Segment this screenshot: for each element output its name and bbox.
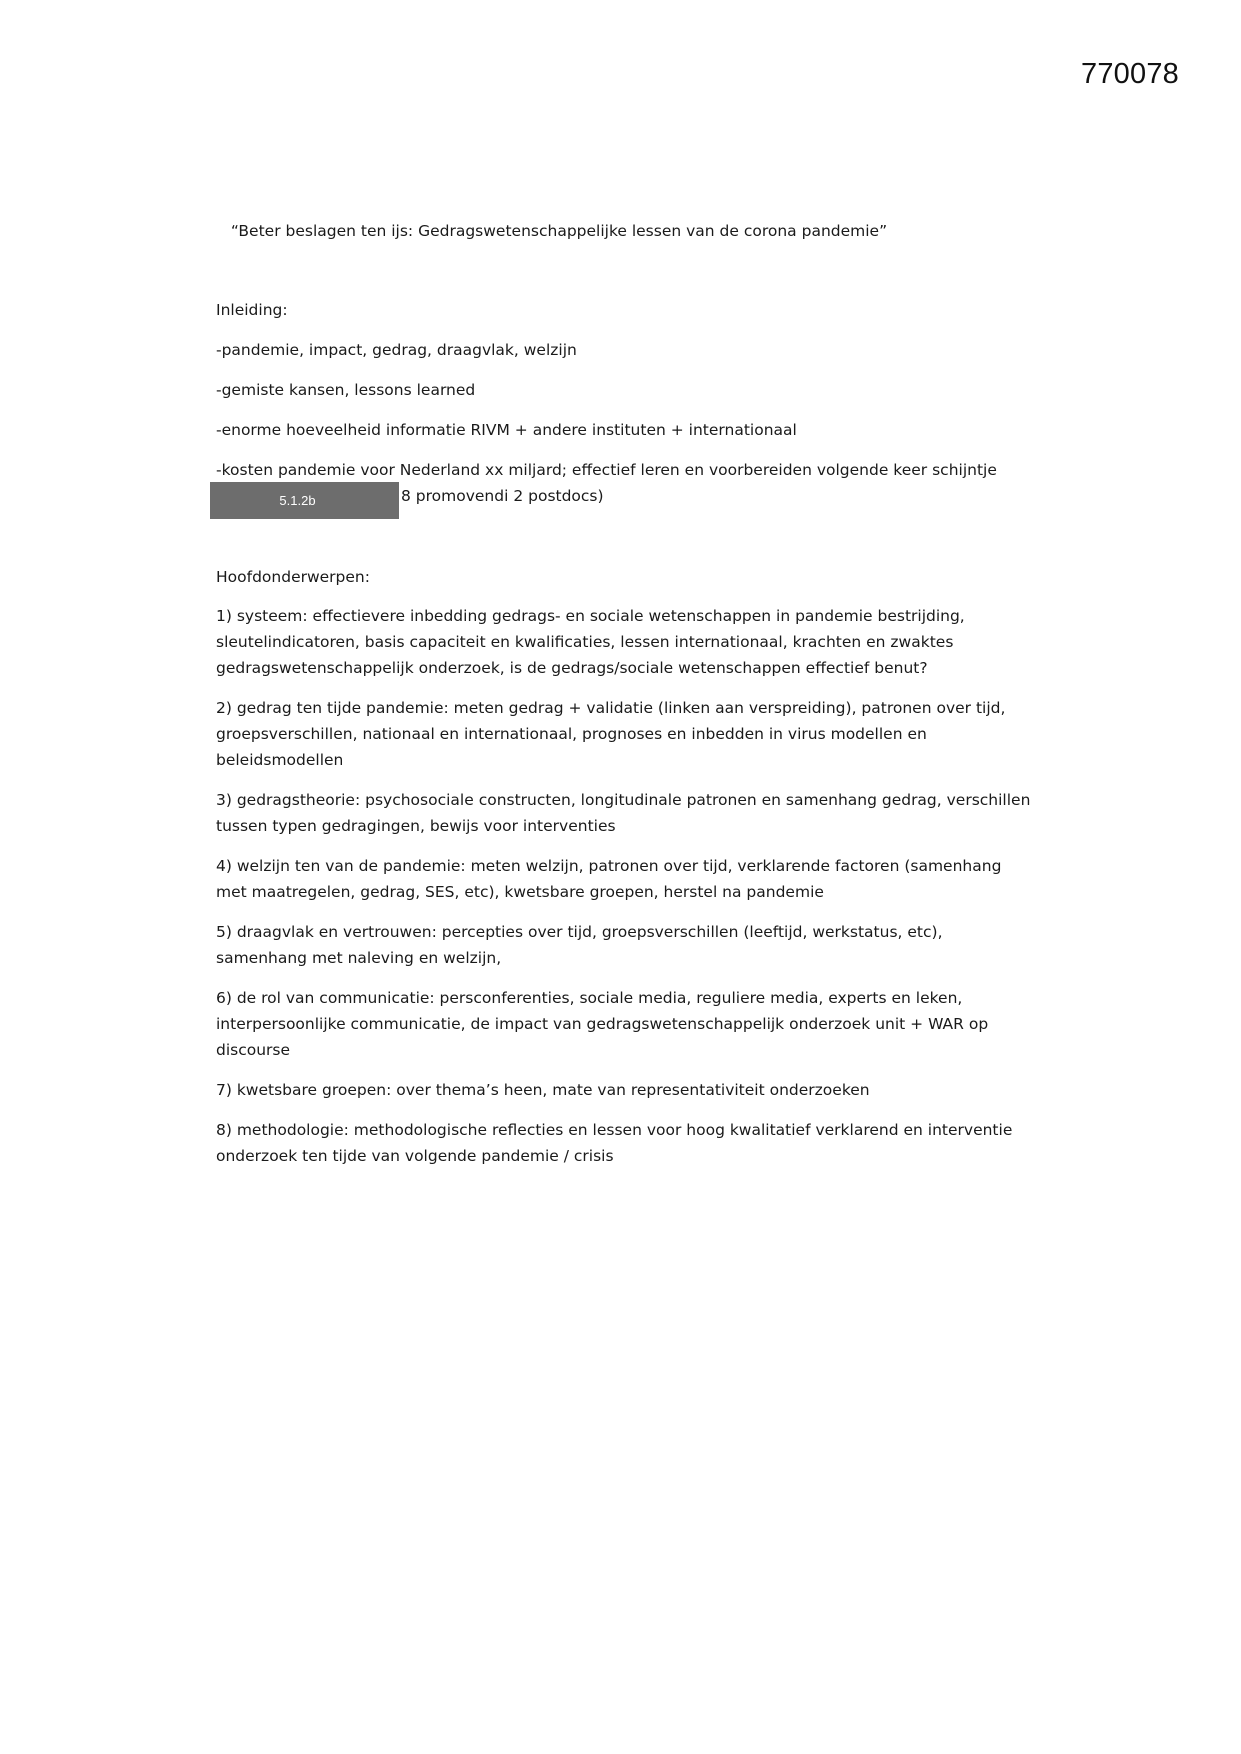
intro-item: -enorme hoeveelheid informatie RIVM + andere instituten + internationaal bbox=[216, 421, 797, 439]
redaction-box: 5.1.2b bbox=[210, 482, 399, 519]
topic-item: 5) draagvlak en vertrouwen: percepties over tijd, groepsverschillen (leeftijd, werkstatus, etc), samenhang met naleving en welzijn, bbox=[216, 923, 943, 967]
topics-heading: Hoofdonderwerpen: bbox=[216, 568, 370, 586]
topic-item: 4) welzijn ten van de pandemie: meten welzijn, patronen over tijd, verklarende factoren (samenhang met maatregelen, gedrag, SES, etc), kwetsbare groepen, herstel na pandemie bbox=[216, 857, 1002, 901]
topic-item: 2) gedrag ten tijde pandemie: meten gedrag + validatie (linken aan verspreiding), patronen over tijd, groepsverschillen, nationaal en internationaal, prognoses en inbedden in virus modellen en beleidsmodellen bbox=[216, 699, 1006, 769]
topic-item: 3) gedragstheorie: psychosociale constructen, longitudinale patronen en samenhang gedrag, verschillen tussen typen gedragingen, bewijs voor interventies bbox=[216, 791, 1031, 835]
topic-item: 1) systeem: effectievere inbedding gedrags- en sociale wetenschappen in pandemie bestrijding, sleutelindicatoren, basis capaciteit en kwalificaties, lessen internationaal, krachten en zwaktes gedragswetenschappelijk onderzoek, is de gedrags/sociale wetenschappen effectief benut? bbox=[216, 607, 965, 677]
redacted-line bbox=[216, 483, 1036, 509]
topic-item: 7) kwetsbare groepen: over thema’s heen, mate van representativiteit onderzoeken bbox=[216, 1081, 870, 1099]
topics-list bbox=[216, 603, 1036, 1183]
redaction-tail-text: 8 promovendi 2 postdocs) bbox=[401, 487, 604, 505]
intro-heading: Inleiding: bbox=[216, 301, 288, 319]
topic-item: 6) de rol van communicatie: persconferenties, sociale media, reguliere media, experts en leken, interpersoonlijke communicatie, de impact van gedragswetenschappelijk onderzoek unit + WAR op discourse bbox=[216, 989, 989, 1059]
intro-item: -pandemie, impact, gedrag, draagvlak, welzijn bbox=[216, 341, 577, 359]
intro-item: -gemiste kansen, lessons learned bbox=[216, 381, 476, 399]
intro-list bbox=[216, 337, 1036, 523]
topic-item: 8) methodologie: methodologische reflecties en lessen voor hoog kwalitatief verklarend en interventie onderzoek ten tijde van volgende pandemie / crisis bbox=[216, 1121, 1013, 1165]
intro-item: -kosten pandemie voor Nederland xx miljard; effectief leren en voorbereiden volgende keer schijntje bbox=[216, 461, 997, 479]
document-title: “Beter beslagen ten ijs: Gedragswetenschappelijke lessen van de corona pandemie” bbox=[230, 222, 888, 240]
document-number: 770078 bbox=[1081, 58, 1179, 90]
